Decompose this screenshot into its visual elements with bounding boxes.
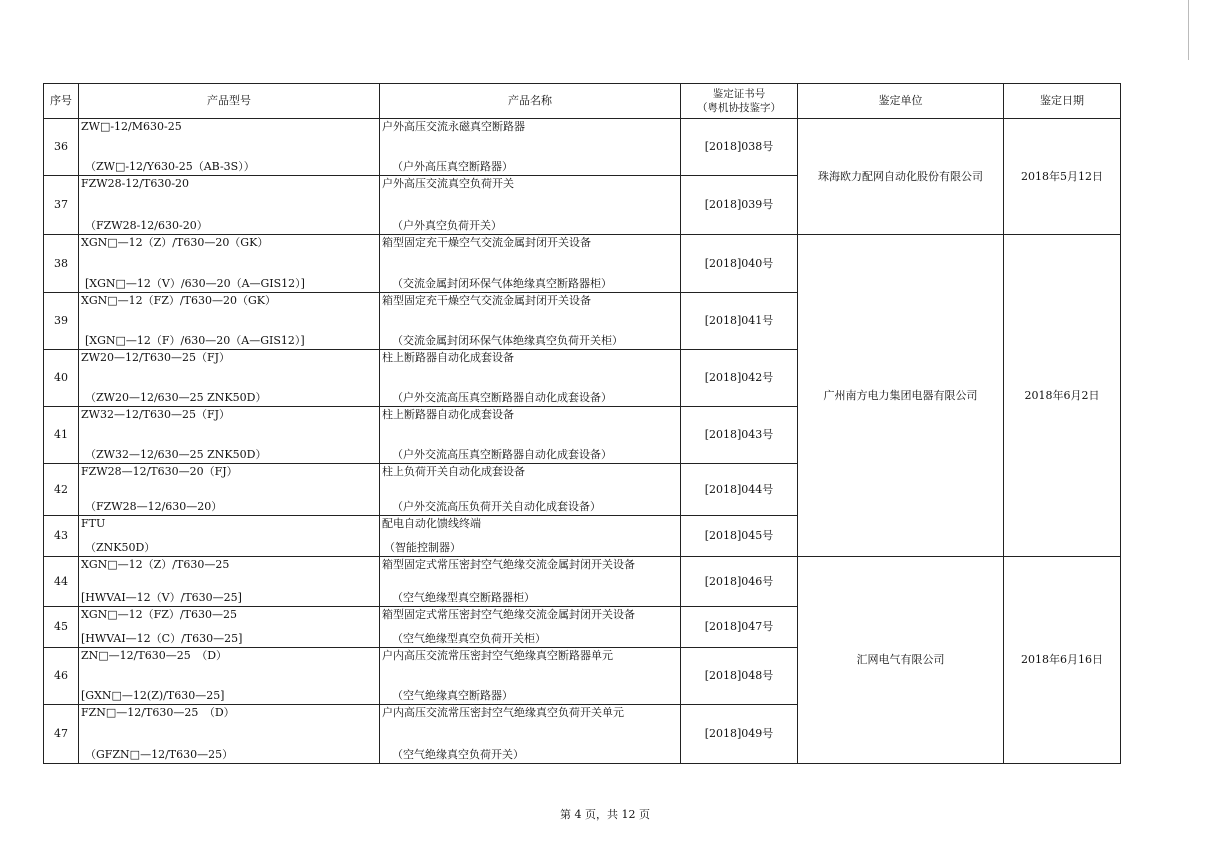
- cert-cell: [2018]045号: [681, 516, 798, 557]
- name-cell: [380, 235, 681, 293]
- header-cert: [681, 84, 798, 119]
- cert-cell: [2018]038号: [681, 119, 798, 176]
- cert-cell: [2018]049号: [681, 705, 798, 764]
- name-secondary: （户外交流高压真空断路器自动化成套设备）: [392, 448, 612, 461]
- seq-cell: 39: [44, 293, 79, 350]
- header-row: [44, 84, 1121, 119]
- unit-cell: 汇网电气有限公司: [798, 557, 1004, 764]
- model-cell: [79, 119, 380, 176]
- cert-cell: [2018]040号: [681, 235, 798, 293]
- name-primary: 户内高压交流常压密封空气绝缘真空负荷开关单元: [382, 706, 624, 719]
- name-secondary: （交流金属封闭环保气体绝缘真空负荷开关柜）: [392, 334, 623, 347]
- name-secondary: （空气绝缘型真空负荷开关柜）: [392, 632, 546, 645]
- name-primary: 户内高压交流常压密封空气绝缘真空断路器单元: [382, 649, 613, 662]
- table-row: [44, 119, 1121, 176]
- date-cell: 2018年5月12日: [1004, 119, 1121, 235]
- name-primary: 柱上断路器自动化成套设备: [382, 408, 514, 421]
- cert-cell: [2018]044号: [681, 464, 798, 516]
- model-secondary: [HWVAI—12（V）/T630—25]: [81, 591, 242, 604]
- model-primary: ZN□—12/T630—25 （D）: [81, 649, 228, 662]
- name-cell: [380, 607, 681, 648]
- cert-cell: [2018]047号: [681, 607, 798, 648]
- model-secondary: （GFZN□—12/T630—25）: [85, 748, 234, 761]
- name-secondary: （户外交流高压负荷开关自动化成套设备）: [392, 500, 601, 513]
- model-cell: [79, 350, 380, 407]
- header-cert-sub: （粤机协技鉴字）: [697, 102, 781, 114]
- model-primary: ZW32—12/T630—25（FJ）: [81, 408, 231, 421]
- model-cell: [79, 235, 380, 293]
- model-cell: [79, 407, 380, 464]
- unit-cell: 广州南方电力集团电器有限公司: [798, 235, 1004, 557]
- name-primary: 箱型固定充干燥空气交流金属封闭开关设备: [382, 236, 591, 249]
- name-secondary: （空气绝缘真空断路器）: [392, 689, 513, 702]
- seq-cell: 38: [44, 235, 79, 293]
- name-cell: [380, 407, 681, 464]
- model-cell: [79, 176, 380, 235]
- name-secondary: （空气绝缘型真空断路器柜）: [392, 591, 535, 604]
- name-secondary: （户外高压真空断路器）: [392, 160, 513, 173]
- model-secondary: （ZW□-12/Y630-25（AB-3S））: [85, 160, 255, 173]
- model-cell: [79, 557, 380, 607]
- name-cell: [380, 516, 681, 557]
- appraisal-table: [43, 83, 1121, 764]
- model-secondary: （FZW28—12/630—20）: [85, 500, 223, 513]
- header-cert-label: 鉴定证书号: [712, 88, 766, 100]
- name-secondary: （空气绝缘真空负荷开关）: [392, 748, 524, 761]
- model-secondary: [XGN□—12（V）/630—20（A—GIS12）]: [85, 277, 305, 290]
- model-primary: FTU: [81, 517, 106, 530]
- seq-cell: 42: [44, 464, 79, 516]
- model-secondary: （ZW20—12/630—25 ZNK50D）: [85, 391, 267, 404]
- seq-cell: 41: [44, 407, 79, 464]
- model-secondary: [XGN□—12（F）/630—20（A—GIS12）]: [85, 334, 305, 347]
- name-secondary: （交流金属封闭环保气体绝缘真空断路器柜）: [392, 277, 612, 290]
- model-cell: [79, 293, 380, 350]
- unit-cell: 珠海欧力配网自动化股份有限公司: [798, 119, 1004, 235]
- model-primary: XGN□—12（FZ）/T630—20（GK）: [81, 294, 276, 307]
- page-footer: 第 4 页，共 12 页: [560, 808, 650, 821]
- model-cell: [79, 516, 380, 557]
- name-primary: 柱上断路器自动化成套设备: [382, 351, 514, 364]
- name-primary: 箱型固定式常压密封空气绝缘交流金属封闭开关设备: [382, 608, 635, 621]
- name-cell: [380, 176, 681, 235]
- model-cell: [79, 705, 380, 764]
- header-model: 产品型号: [79, 84, 380, 119]
- header-seq: 序号: [44, 84, 79, 119]
- scan-edge-line: [1188, 0, 1189, 60]
- cert-cell: [2018]042号: [681, 350, 798, 407]
- name-primary: 户外高压交流永磁真空断路器: [382, 120, 525, 133]
- model-secondary: [HWVAI—12（C）/T630—25]: [81, 632, 243, 645]
- header-unit: 鉴定单位: [798, 84, 1004, 119]
- name-secondary: （户外真空负荷开关）: [392, 219, 502, 232]
- header-date: 鉴定日期: [1004, 84, 1121, 119]
- name-primary: 配电自动化馈线终端: [382, 517, 481, 530]
- date-cell: 2018年6月2日: [1004, 235, 1121, 557]
- name-secondary: （智能控制器）: [384, 541, 461, 554]
- name-cell: [380, 557, 681, 607]
- name-cell: [380, 648, 681, 705]
- seq-cell: 46: [44, 648, 79, 705]
- model-primary: ZW20—12/T630—25（FJ）: [81, 351, 231, 364]
- name-cell: [380, 293, 681, 350]
- model-primary: XGN□—12（Z）/T630—20（GK）: [81, 236, 269, 249]
- model-primary: XGN□—12（FZ）/T630—25: [81, 608, 237, 621]
- seq-cell: 40: [44, 350, 79, 407]
- model-secondary: （ZNK50D）: [85, 541, 156, 554]
- cert-cell: [2018]039号: [681, 176, 798, 235]
- table-row: [44, 557, 1121, 607]
- seq-cell: 45: [44, 607, 79, 648]
- model-cell: [79, 464, 380, 516]
- cert-cell: [2018]048号: [681, 648, 798, 705]
- name-cell: [380, 350, 681, 407]
- model-secondary: （ZW32—12/630—25 ZNK50D）: [85, 448, 267, 461]
- date-cell: 2018年6月16日: [1004, 557, 1121, 764]
- name-cell: [380, 705, 681, 764]
- seq-cell: 36: [44, 119, 79, 176]
- name-primary: 箱型固定式常压密封空气绝缘交流金属封闭开关设备: [382, 558, 635, 571]
- name-secondary: （户外交流高压真空断路器自动化成套设备）: [392, 391, 612, 404]
- model-primary: FZW28-12/T630-20: [81, 177, 190, 190]
- model-primary: ZW□-12/M630-25: [81, 120, 182, 133]
- model-primary: FZN□—12/T630—25 （D）: [81, 706, 235, 719]
- model-secondary: （FZW28-12/630-20）: [85, 219, 208, 232]
- cert-cell: [2018]046号: [681, 557, 798, 607]
- model-primary: FZW28—12/T630—20（FJ）: [81, 465, 238, 478]
- seq-cell: 47: [44, 705, 79, 764]
- name-primary: 柱上负荷开关自动化成套设备: [382, 465, 525, 478]
- table-row: [44, 235, 1121, 293]
- name-cell: [380, 119, 681, 176]
- seq-cell: 43: [44, 516, 79, 557]
- model-cell: [79, 648, 380, 705]
- name-primary: 户外高压交流真空负荷开关: [382, 177, 514, 190]
- model-secondary: [GXN□—12(Z)/T630—25]: [81, 689, 225, 702]
- name-primary: 箱型固定充干燥空气交流金属封闭开关设备: [382, 294, 591, 307]
- seq-cell: 44: [44, 557, 79, 607]
- header-name: 产品名称: [380, 84, 681, 119]
- cert-cell: [2018]043号: [681, 407, 798, 464]
- cert-cell: [2018]041号: [681, 293, 798, 350]
- model-primary: XGN□—12（Z）/T630—25: [81, 558, 230, 571]
- model-cell: [79, 607, 380, 648]
- name-cell: [380, 464, 681, 516]
- seq-cell: 37: [44, 176, 79, 235]
